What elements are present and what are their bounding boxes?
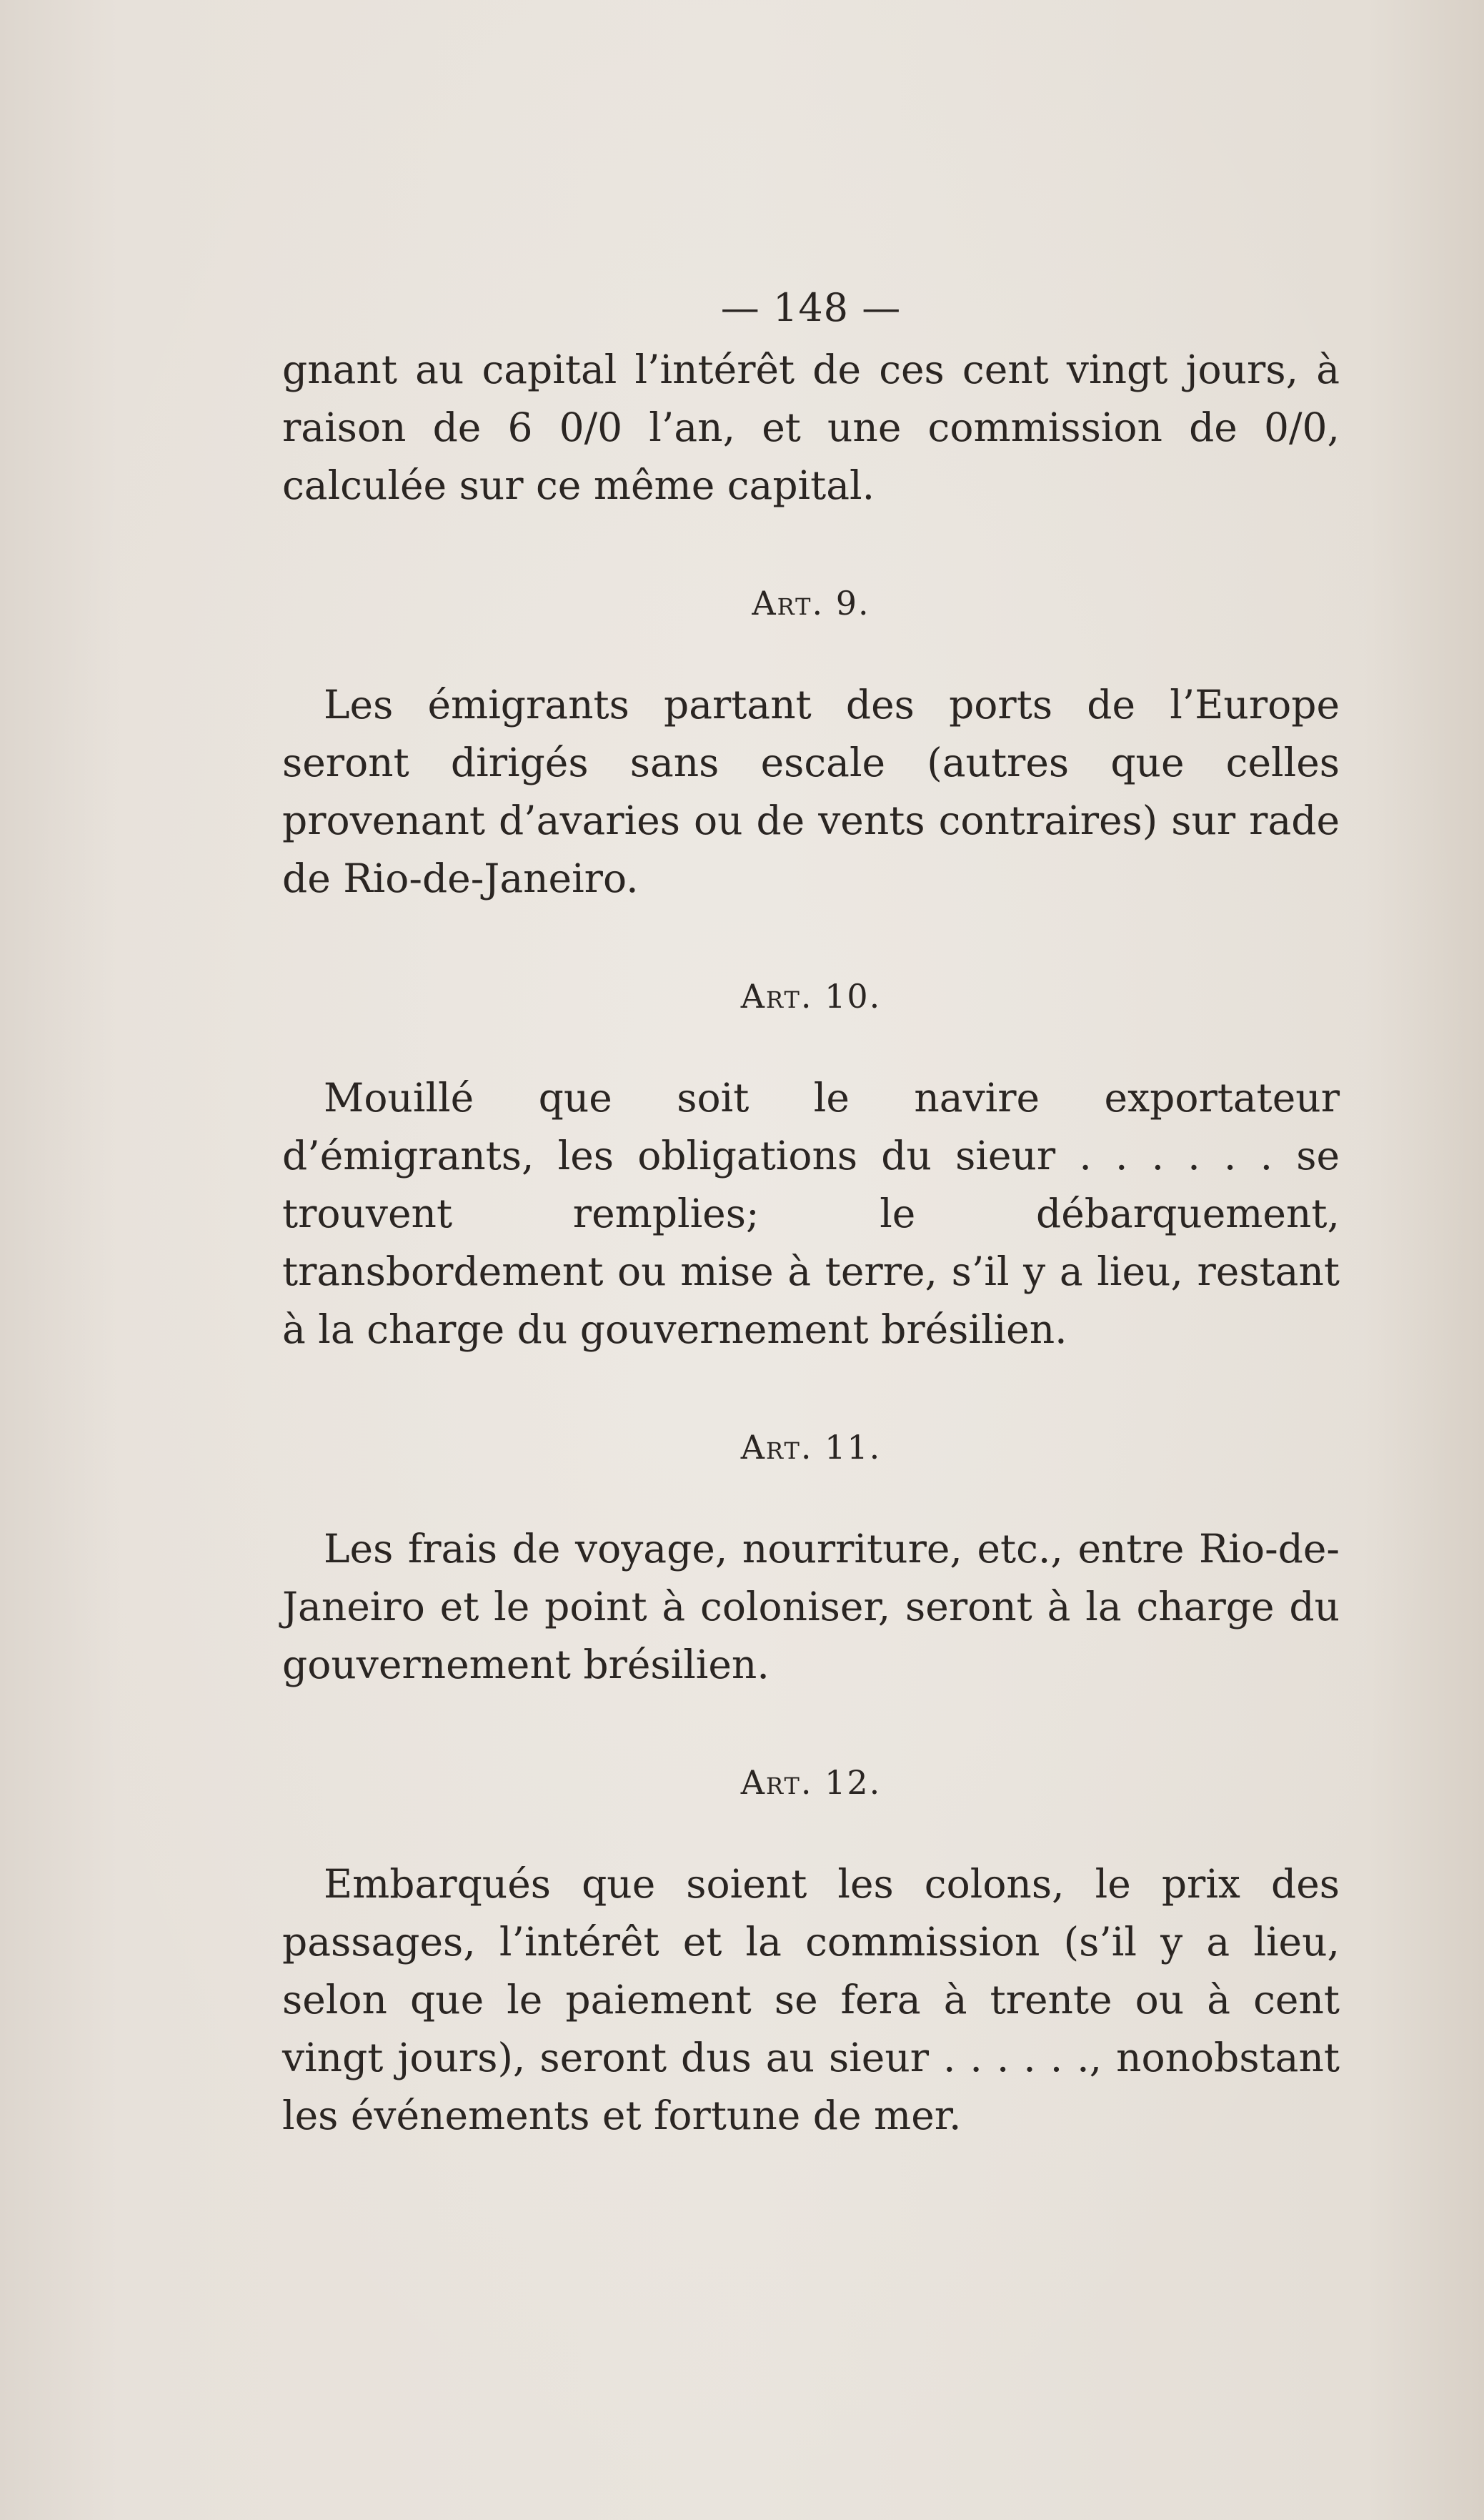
continuation-paragraph: gnant au capital l’intérêt de ces cent vingt jours, à raison de 6 0/0 l’an, et une commission de 0/0, calculée sur ce même capital. xyxy=(282,347,1340,508)
article-12-paragraph: Embarqués que soient les colons, le prix des passages, l’intérêt et la commission (s’il y a lieu, selon que le paiement se fera à trente ou à cent vingt jours), seront dus au sieur . . . . . ., nonobstant les événements et fortune de mer. xyxy=(282,1861,1340,2138)
page-text-block xyxy=(282,275,1340,2145)
article-10-heading xyxy=(282,958,1340,1035)
article-11-heading xyxy=(282,1409,1340,1486)
article-12-heading-text: Art. 12. xyxy=(740,1763,882,1802)
article-11-heading-text: Art. 11. xyxy=(740,1428,882,1467)
article-12-heading xyxy=(282,1744,1340,1821)
article-9-heading-text: Art. 9. xyxy=(752,584,870,622)
page-number: — 148 — xyxy=(720,285,902,330)
article-10-paragraph: Mouillé que soit le navire exportateur d’émigrants, les obligations du sieur . . . . . . se trouvent remplies; le débarquement, transbordement ou mise à terre, s’il y a lieu, restant à la charge du gouvernement brésilien. xyxy=(282,1075,1340,1352)
article-11-paragraph: Les frais de voyage, nourriture, etc., entre Rio-de-Janeiro et le point à coloniser, seront à la charge du gouvernement brésilien. xyxy=(282,1526,1340,1687)
article-9-paragraph: Les émigrants partant des ports de l’Europe seront dirigés sans escale (autres que celles provenant d’avaries ou de vents contraires) sur rade de Rio-de-Janeiro. xyxy=(282,682,1340,901)
article-9-heading xyxy=(282,565,1340,642)
article-10-heading-text: Art. 10. xyxy=(740,977,882,1016)
